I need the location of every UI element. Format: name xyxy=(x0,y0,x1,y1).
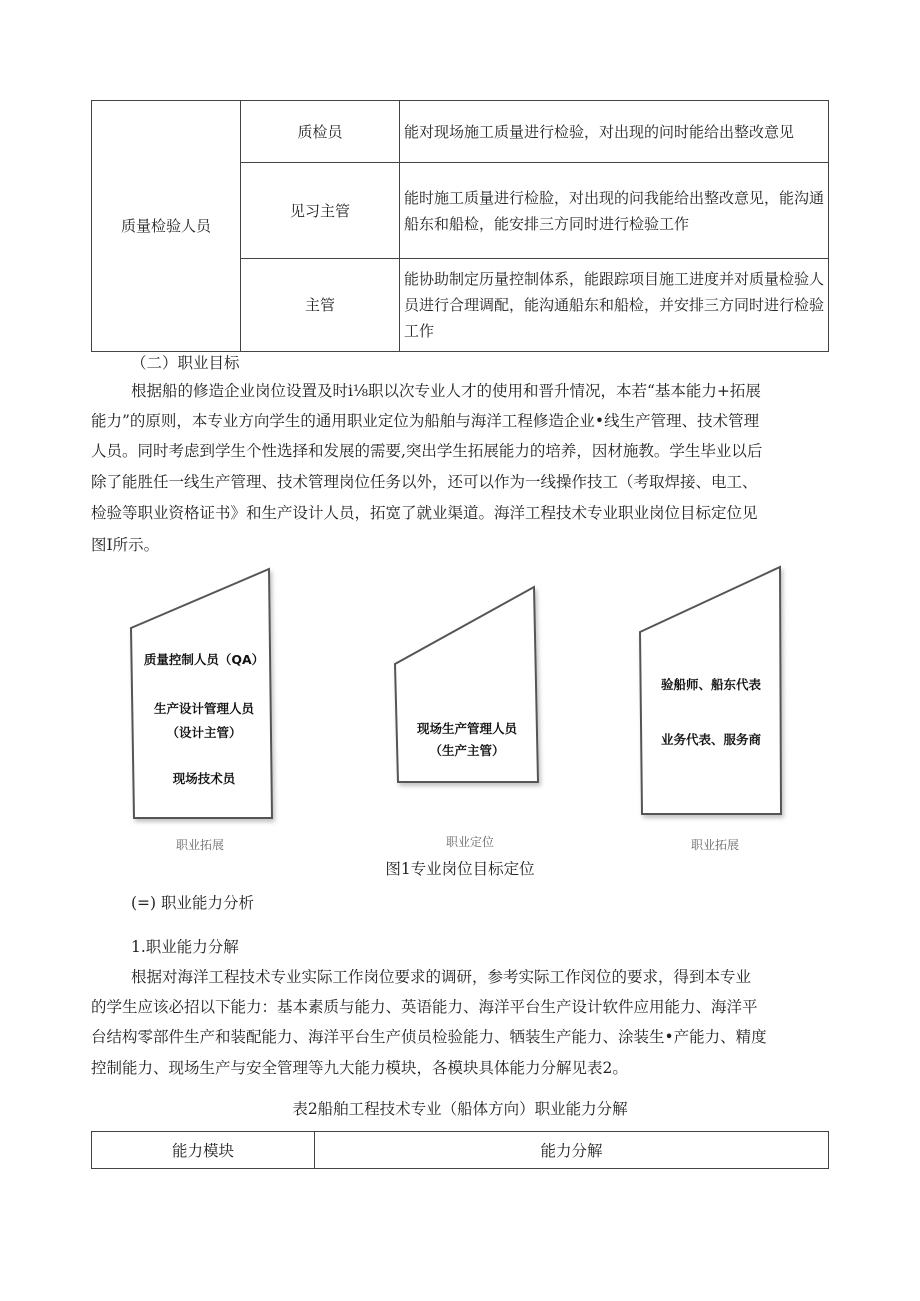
paragraph-line: 台结构零部件生产和装配能力、海洋平台生产侦员检验能力、牺装生产能力、涂装生•产能力、精度 xyxy=(91,1028,767,1046)
shape-text: （生产主管） xyxy=(429,743,505,758)
description-cell: 能对现场施工质量进行检验，对出现的问时能给出整改意见 xyxy=(400,101,829,163)
ability-table xyxy=(91,1131,829,1169)
figure-label: 职业拓展 xyxy=(175,838,224,852)
paragraph-line: 根据船的修造企业岗位设置及时i⅛职以次专业人才的使用和晋升情况，本若“基本能力+拓展 xyxy=(131,382,761,400)
shape-text: 业务代表、服务商 xyxy=(660,732,761,747)
paragraph-line: 图I所示。 xyxy=(91,536,160,554)
table-caption: 表2船舶工程技术专业（船体方向）职业能力分解 xyxy=(292,1100,628,1118)
description-cell: 能协助制定历量控制体系，能跟踪项目施工进度并对质量检验人员进行合理调配，能沟通船东和船检，并安排三方同时进行检验工作 xyxy=(400,259,829,352)
paragraph-line: 人员。同时考虑到学生个性选择和发展的需要,突出学生拓展能力的培养，因材施教。学生毕业以后 xyxy=(91,442,763,460)
shape-text: 质量控制人员（QA） xyxy=(143,652,265,667)
shape-text: 验船师、船东代表 xyxy=(660,677,761,692)
paragraph-line: 除了能胜任一线生产管理、技术管理岗位任务以外，还可以作为一线操作技工（考取焊接、电工、 xyxy=(91,473,758,491)
paragraph-line: 的学生应该必招以下能力：基本素质与能力、英语能力、海洋平台生产设计软件应用能力、海洋平 xyxy=(91,998,758,1016)
paragraph-line: 能力”的原则，本专业方向学生的通用职业定位为船舶与海洋工程修造企业•线生产管理、技术管理 xyxy=(91,412,760,430)
figure-label: 职业定位 xyxy=(445,835,494,849)
career-positioning-figure xyxy=(0,560,920,830)
subsection-heading: 1.职业能力分解 xyxy=(131,938,239,956)
section-heading: (=) 职业能力分析 xyxy=(131,894,255,912)
shape-text: 现场技术员 xyxy=(172,771,236,786)
description-cell: 能时施工质量进行检脸，对出现的问我能给出整改意见，能沟通船东和船检，能安排三方同时进行检验工作 xyxy=(400,163,829,259)
role-cell: 主管 xyxy=(241,259,400,352)
figure-label: 职业拓展 xyxy=(690,838,739,852)
shape-text: 生产设计管理人员 xyxy=(153,701,254,716)
role-cell: 质检员 xyxy=(241,101,400,163)
quality-inspection-table xyxy=(91,100,829,352)
shape-text: 现场生产管理人员 xyxy=(416,721,517,736)
shape-text: （设计主管） xyxy=(166,725,242,740)
table-header-cell: 能力模块 xyxy=(92,1132,315,1169)
table-header-cell: 能力分解 xyxy=(315,1132,829,1169)
section-heading: （二）职业目标 xyxy=(131,354,240,372)
paragraph-line: 根据对海洋工程技术专业实际工作岗位要求的调研，参考实际工作闵位的要求，得到本专业 xyxy=(131,968,752,986)
paragraph-line: 检验等职业资格证书》和生产设计人员，拓宽了就业渠道。海洋工程技术专业职业岗位目标定位见 xyxy=(91,504,758,522)
figure-caption: 图1专业岗位目标定位 xyxy=(385,860,535,878)
role-cell: 见习主管 xyxy=(241,163,400,259)
paragraph-line: 控制能力、现场生产与安全管理等九大能力模块，各模块具体能力分解见表2。 xyxy=(91,1059,628,1077)
category-cell: 质量检验人员 xyxy=(92,101,241,352)
